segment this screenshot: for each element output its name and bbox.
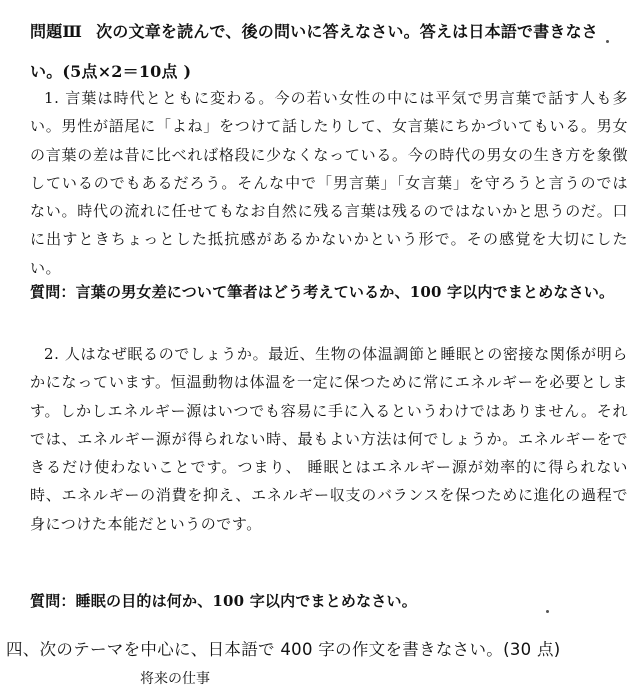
passage-1 <box>30 84 628 282</box>
section3-header <box>30 12 630 92</box>
section3-instruction: 次の文章を読んで、後の問いに答えなさい。答えは日本語で書きなさい。(5点×2＝10点 ) <box>30 22 598 81</box>
scan-speck <box>546 610 549 613</box>
question-2: 質問：睡眠の目的は何か、100 字以内でまとめなさい。 <box>30 592 417 610</box>
scan-speck <box>606 40 609 43</box>
passage-2 <box>30 340 628 538</box>
essay-theme: 将来の仕事 <box>140 671 210 687</box>
passage-2-text: 2. 人はなぜ眠るのでしょうか。最近、生物の体温調節と睡眠との密接な関係が明らかになっています。恒温動物は体温を一定に保つために常にエネルギーを必要とします。しかしエネルギー源はいつでも容易に手に入るというわけではありません。それでは、エネルギー源が得られない時、最もよい方法は何でしょうか。エネルギーをできるだけ使わないことです。つまり、 睡眠とはエネルギー源が効率的に得られない時、エネルギーの消費を抑え、エネルギー収支のバランスを保つために進化の過程で身につけた本能だというのです。 <box>30 345 628 533</box>
passage-1-text: 1. 言葉は時代とともに変わる。今の若い女性の中には平気で男言葉で話す人も多い。男性が語尾に「よね」をつけて話したりして、女言葉にちかづいてもいる。男女の言葉の差は昔に比べれば格段に少なくなっている。今の時代の男女の生き方を象徴しているのでもあるだろう。そんな中で「男言葉」「女言葉」を守ろうと言うのではない。時代の流れに任せてもなお自然に残る言葉は残るのではないかと思うのだ。口に出すときちょっとした抵抗感があるかないかという形で。その感覚を大切にしたい。 <box>30 89 628 277</box>
section3-label: 問題Ⅲ <box>30 22 83 41</box>
question-1: 質問：言葉の男女差について筆者はどう考えているか、100 字以内でまとめなさい。 <box>30 283 615 301</box>
section4-instruction: 四、次のテーマを中心に、日本語で 400 字の作文を書きなさい。(30 点) <box>6 640 561 659</box>
